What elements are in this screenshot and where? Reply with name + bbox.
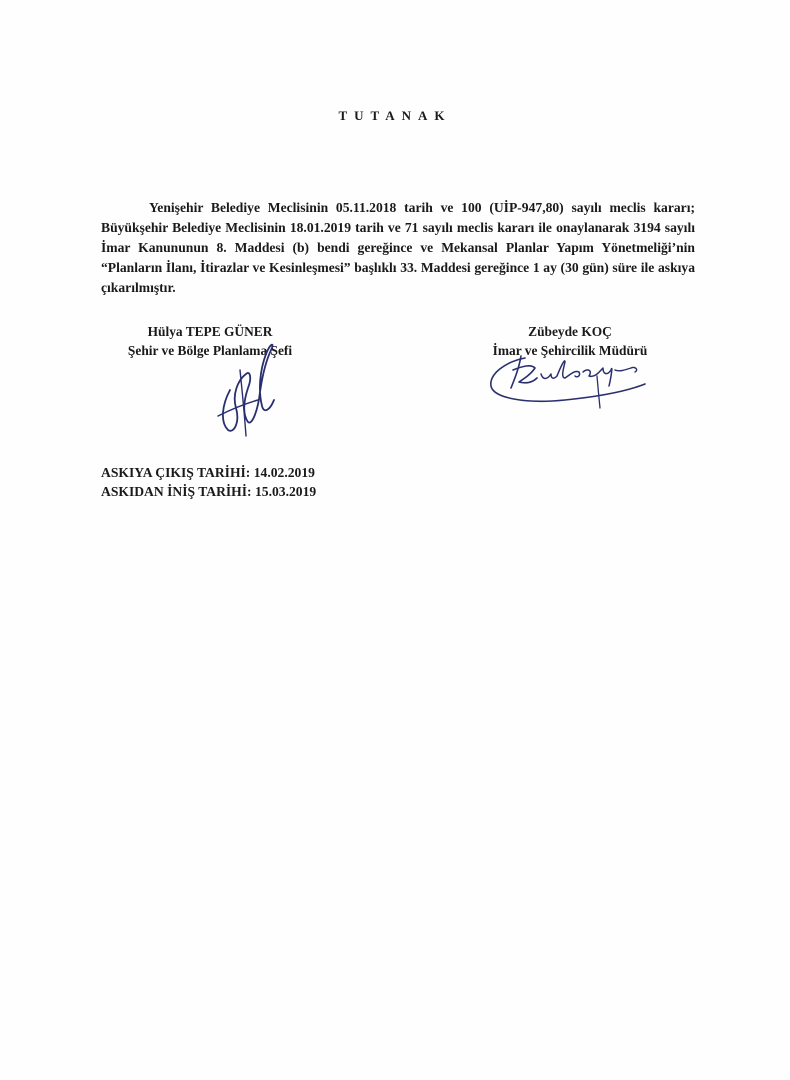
date-row-removal	[101, 482, 316, 501]
document-body: Yenişehir Belediye Meclisinin 05.11.2018 tarih ve 100 (UİP-947,80) sayılı meclis kararı; Büyükşehir Belediye Meclisinin 18.01.2019 tarih ve 71 sayılı meclis kararı ile onaylanarak 3194 sayılı İmar Kanununun 8. Maddesi (b) bendi gereğince ve Mekansal Planlar Yapım Yönetmeliği’nin “Planların İlanı, İtirazlar ve Kesinleşmesi” başlıklı 33. Maddesi gereğince 1 ay (30 gün) süre ile askıya çıkarılmıştır.	[101, 200, 695, 295]
signature-right-icon	[485, 348, 655, 410]
date-row-posting	[101, 463, 316, 482]
document-title: TUTANAK	[338, 108, 452, 123]
date-label: ASKIYA ÇIKIŞ TARİHİ:	[101, 465, 251, 480]
date-value: 14.02.2019	[253, 465, 315, 480]
signature-left-icon	[200, 330, 290, 440]
date-value: 15.03.2019	[254, 484, 317, 499]
posting-dates	[101, 463, 316, 501]
date-label: ASKIDAN İNİŞ TARİHİ:	[101, 484, 252, 499]
signatory-name: Zübeyde KOÇ	[528, 324, 612, 339]
signatory-position: Şehir ve Bölge Planlama Şefi	[127, 343, 293, 358]
signatory-name: Hülya TEPE GÜNER	[147, 324, 273, 339]
signatory-position: İmar ve Şehircilik Müdürü	[492, 343, 648, 358]
